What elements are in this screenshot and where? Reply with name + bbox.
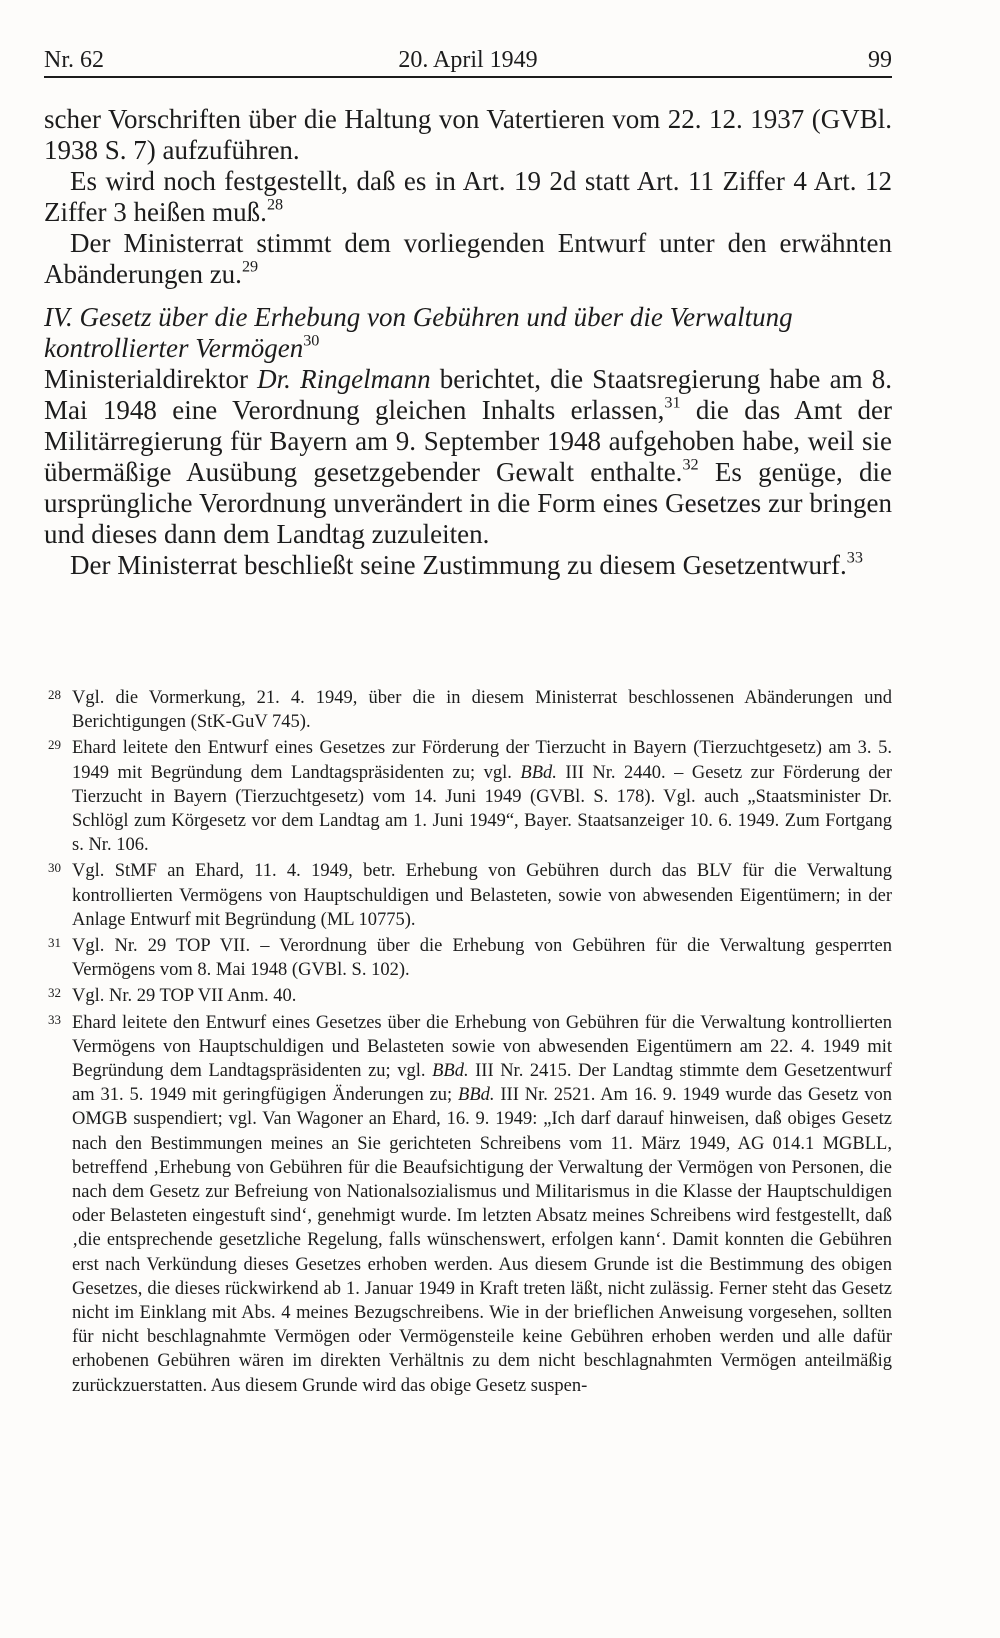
- footnote-text: [72, 1013, 892, 1396]
- footnote-number: 31: [48, 935, 61, 951]
- paragraph-1-text: scher Vorschriften über die Haltung von Vatertieren vom 22. 12. 1937 (GVBl. 1938 S. 7) aufzuführen.: [44, 104, 892, 165]
- footnote-text: Vgl. Nr. 29 TOP VII Anm. 40.: [72, 986, 297, 1007]
- footnote-text-part: III Nr. 2415. Der Landtag stimmte dem Gesetzentwurf am 31. 5. 1949 mit geringfügigen Änderungen zu;: [72, 1061, 893, 1106]
- footnote-32: [44, 984, 892, 1008]
- section-heading-text: IV. Gesetz über die Erhebung von Gebühren und über die Verwaltung kontrollierter Vermögen: [44, 302, 793, 363]
- footnote-ref-33[interactable]: 33: [846, 548, 863, 567]
- footnote-number: 30: [48, 860, 61, 876]
- footnote-ref-28[interactable]: 28: [266, 195, 284, 214]
- footnote-citation: BBd.: [458, 1085, 495, 1106]
- footnote-28: [44, 686, 892, 734]
- document-number: Nr. 62: [44, 47, 104, 73]
- footnote-number: 33: [48, 1011, 61, 1027]
- footnote-text-part: Ehard leitete den Entwurf eines Gesetzes zur Förderung der Tierzucht in Bayern (Tierzuchtgesetz) am 3. 5. 1949 mit Begründung dem Landtagspräsidenten zu; vgl.: [72, 738, 892, 783]
- header-date: 20. April 1949: [398, 47, 538, 73]
- footnote-31: [44, 934, 892, 982]
- paragraph-1: [44, 104, 892, 166]
- footnote-29: [44, 736, 892, 857]
- footnote-30: [44, 859, 892, 932]
- main-text: [44, 104, 892, 581]
- section-heading: [44, 302, 892, 364]
- footnote-number: 32: [48, 985, 61, 1001]
- paragraph-4-text-a: Ministerialdirektor: [44, 364, 258, 394]
- footnote-citation: BBd.: [432, 1061, 469, 1082]
- paragraph-3-text: Der Ministerrat stimmt dem vorliegenden Entwurf unter den erwähnten Abänderungen zu.: [44, 228, 892, 289]
- footnote-text: Vgl. StMF an Ehard, 11. 4. 1949, betr. Erhebung von Gebühren durch das BLV für die Verwaltung kontrollierten Vermögens von Hauptschuldigen und Belasteten, sowie von abwesenden Eigentümern; in der Anlage Entwurf mit Begründung (ML 10775).: [72, 861, 892, 930]
- footnotes: [44, 686, 892, 1400]
- footnote-text-part: Ehard leitete den Entwurf eines Gesetzes über die Erhebung von Gebühren für die Verwaltung kontrollierten Vermögens von Hauptschuldigen und Belasteten sowie von abwesenden Eigentümern am 22. 4. 1949 mit Begründung dem Landtagspräsidenten zu; vgl.: [72, 1012, 892, 1082]
- footnote-text-part: III Nr. 2440. – Gesetz zur Förderung der Tierzucht in Bayern (Tierzuchtgesetz) vom 14. Juni 1949 (GVBl. S. 178). Vgl. auch „Staatsminister Dr. Schlögl zum Körgesetz vor dem Landtag am 1. Juni 1949“, Bayer. Staatsanzeiger 10. 6. 1949. Zum Fortgang s. Nr. 106.: [72, 762, 892, 856]
- footnote-text: [72, 738, 892, 855]
- footnote-ref-31[interactable]: 31: [664, 393, 681, 412]
- footnote-citation: BBd.: [520, 762, 557, 783]
- paragraph-4: [44, 364, 892, 550]
- footnote-ref-30[interactable]: 30: [303, 331, 320, 350]
- footnote-number: 28: [48, 687, 61, 702]
- speaker-name: Dr. Ringelmann: [257, 364, 431, 394]
- page-number: 99: [868, 47, 892, 73]
- footnote-ref-32[interactable]: 32: [682, 455, 699, 474]
- paragraph-5-text: Der Ministerrat beschließt seine Zustimmung zu diesem Gesetzentwurf.: [70, 550, 847, 580]
- footnote-text-part: III Nr. 2521. Am 16. 9. 1949 wurde das Gesetz von OMGB suspendiert; vgl. Van Wagoner an Ehard, 16. 9. 1949: „Ich darf darauf hinweisen, daß obiges Gesetz nach den Bestimmungen meines an Sie gerichteten Schreibens vom 11. März 1949, AG 014.1 MGBLL, betreffend ‚Erhebung von Gebühren für die Beaufsichtigung der Verwaltung der Vermögen von Personen, die nach dem Gesetz zur Befreiung von Nationalsozialismus und Militarismus in die Klasse der Hauptschuldigen oder Belasteten eingestuft sind‘, genehmigt wurde. Im letzten Absatz meines Schreibens wird festgestellt, daß ‚die entsprechende gesetzliche Regelung, falls wünschenswert, erfolgen kann‘. Damit konnten die Gebühren erst nach Verkündung dieses Gesetzes erhoben werden. Aus diesem Grunde ist die Bestimmung des obigen Gesetzes, die dieses rückwirkend ab 1. Januar 1949 in Kraft treten läßt, nicht zulässig. Ferner steht das Gesetz nicht im Einklang mit Abs. 4 meines Bezugschreibens. Wie in der brieflichen Anweisung vorgesehen, sollten für nicht beschlagnahmte Vermögen oder Vermögensteile keine Gebühren erhoben werden und alle dafür erhobenen Gebühren wären im direkten Verhältnis zu dem nicht beschlagnahmten Vermögen anteilmäßig zurückzuerstatten. Aus diesem Grunde wird das obige Gesetz suspen-: [72, 1085, 892, 1396]
- paragraph-4-text-e: Es genüge, die ursprüngliche Verordnung unverändert in die Form eines Gesetzes zur bringen und dieses dann dem Landtag zuzuleiten.: [44, 457, 892, 549]
- footnote-text: Vgl. Nr. 29 TOP VII. – Verordnung über die Erhebung von Gebühren für die Verwaltung gesperrten Vermögens vom 8. Mai 1948 (GVBl. S. 102).: [72, 936, 892, 981]
- paragraph-2: [44, 166, 892, 228]
- header-rule: [44, 76, 892, 78]
- paragraph-4-text-d: die das Amt der Militärregierung für Bayern am 9. September 1948 aufgehoben habe, weil sie übermäßige Ausübung gesetzgebender Gewalt enthalte.: [44, 395, 892, 487]
- paragraph-5: [44, 550, 892, 581]
- paragraph-3: [44, 228, 892, 290]
- footnote-text: Vgl. die Vormerkung, 21. 4. 1949, über die in diesem Ministerrat beschlossenen Abänderungen und Berichtigungen (StK-GuV 745).: [72, 688, 892, 733]
- footnote-number: 29: [48, 737, 61, 753]
- paragraph-4-text-c: berichtet, die Staatsregierung habe am 8. Mai 1948 eine Verordnung gleichen Inhalts erlassen,: [44, 364, 892, 425]
- paragraph-2-text: Es wird noch festgestellt, daß es in Art. 19 2d statt Art. 11 Ziffer 4 Art. 12 Ziffer 3 heißen muß.: [44, 166, 892, 227]
- running-header: [44, 40, 892, 80]
- footnote-ref-29[interactable]: 29: [241, 257, 259, 276]
- footnote-33: [44, 1011, 892, 1398]
